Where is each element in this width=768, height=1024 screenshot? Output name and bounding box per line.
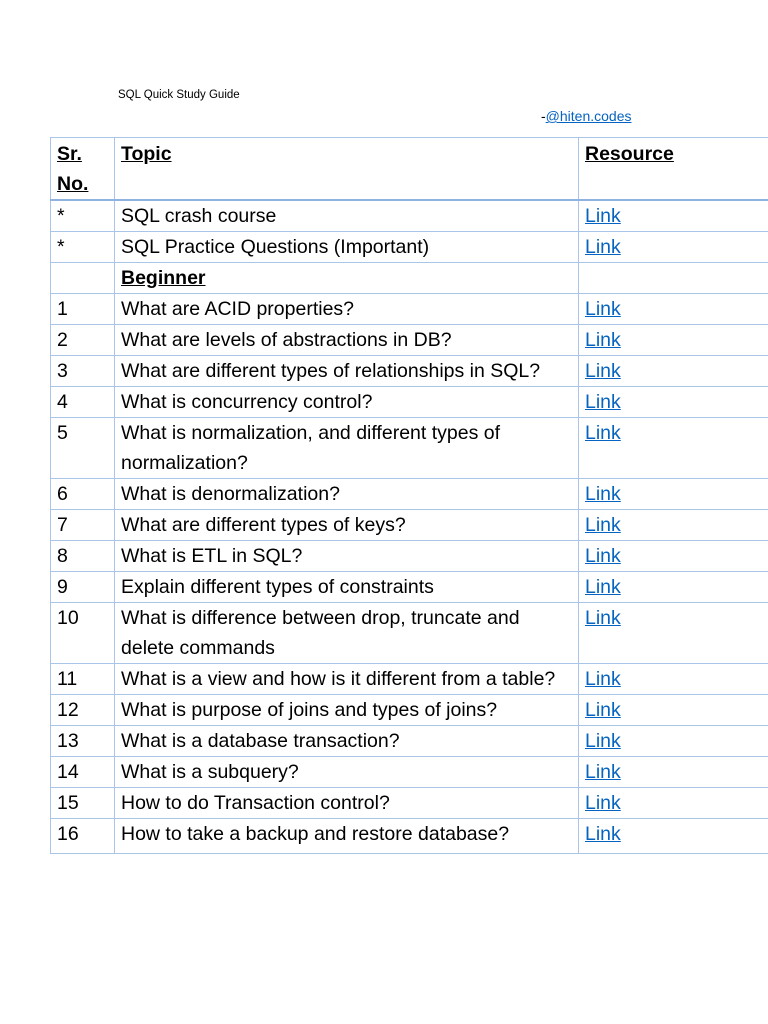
row-resource (579, 387, 768, 418)
row-number: 2 (51, 325, 115, 356)
table-row (51, 387, 768, 418)
row-number: 16 (51, 819, 115, 854)
section-label: Beginner (121, 267, 206, 289)
row-topic: What is denormalization? (115, 479, 579, 510)
row-topic: What is purpose of joins and types of joins? (115, 695, 579, 726)
header-number-label: Sr. No. (57, 143, 89, 195)
header-number (51, 138, 115, 201)
row-resource (579, 819, 768, 854)
table-row (51, 294, 768, 325)
section-resource-cell (579, 263, 768, 294)
table-body (51, 200, 768, 854)
row-topic: What is ETL in SQL? (115, 541, 579, 572)
row-topic: What is normalization, and different types of normalization? (115, 418, 579, 479)
resource-link[interactable]: Link (585, 391, 621, 413)
table-row (51, 664, 768, 695)
resource-link[interactable]: Link (585, 545, 621, 567)
row-resource (579, 232, 768, 263)
row-topic: What are different types of keys? (115, 510, 579, 541)
row-number: 1 (51, 294, 115, 325)
author-handle-link[interactable]: @hiten.codes (545, 108, 632, 124)
resource-link[interactable]: Link (585, 792, 621, 814)
resource-link[interactable]: Link (585, 607, 621, 629)
row-number: 12 (51, 695, 115, 726)
header-topic (115, 138, 579, 201)
resource-link[interactable]: Link (585, 730, 621, 752)
table-row (51, 541, 768, 572)
table-row (51, 479, 768, 510)
resource-link[interactable]: Link (585, 360, 621, 382)
row-resource (579, 325, 768, 356)
row-number: * (51, 200, 115, 232)
section-label-cell (115, 263, 579, 294)
row-resource (579, 510, 768, 541)
row-topic: SQL crash course (115, 200, 579, 232)
row-number: 7 (51, 510, 115, 541)
row-resource (579, 572, 768, 603)
row-topic: What are different types of relationships in SQL? (115, 356, 579, 387)
row-resource (579, 200, 768, 232)
row-topic: What are levels of abstractions in DB? (115, 325, 579, 356)
resource-link[interactable]: Link (585, 298, 621, 320)
header-resource-label: Resource (585, 143, 674, 165)
resource-link[interactable]: Link (585, 761, 621, 783)
row-topic: What is a subquery? (115, 757, 579, 788)
row-number: 9 (51, 572, 115, 603)
row-resource (579, 726, 768, 757)
row-number: 15 (51, 788, 115, 819)
row-number: 8 (51, 541, 115, 572)
row-resource (579, 541, 768, 572)
header-resource (579, 138, 768, 201)
row-topic: What is concurrency control? (115, 387, 579, 418)
resource-link[interactable]: Link (585, 668, 621, 690)
table-row (51, 232, 768, 263)
table-row (51, 819, 768, 854)
resource-link[interactable]: Link (585, 329, 621, 351)
table-row (51, 726, 768, 757)
row-resource (579, 788, 768, 819)
row-resource (579, 664, 768, 695)
table-row (51, 757, 768, 788)
table-row (51, 695, 768, 726)
row-number: 5 (51, 418, 115, 479)
resource-link[interactable]: Link (585, 205, 621, 227)
row-number: 14 (51, 757, 115, 788)
document-title: SQL Quick Study Guide (118, 89, 240, 101)
row-number: 6 (51, 479, 115, 510)
row-topic: How to do Transaction control? (115, 788, 579, 819)
resource-link[interactable]: Link (585, 422, 621, 444)
row-topic: What is difference between drop, truncate and delete commands (115, 603, 579, 664)
row-number: 13 (51, 726, 115, 757)
row-resource (579, 695, 768, 726)
row-topic: What is a database transaction? (115, 726, 579, 757)
header-topic-label: Topic (121, 143, 172, 165)
row-topic: What is a view and how is it different from a table? (115, 664, 579, 695)
row-resource (579, 356, 768, 387)
section-row (51, 263, 768, 294)
row-resource (579, 294, 768, 325)
table-row (51, 418, 768, 479)
table-row (51, 572, 768, 603)
author-credit (541, 107, 632, 125)
resource-link[interactable]: Link (585, 699, 621, 721)
author-prefix: - (541, 108, 546, 124)
row-resource (579, 479, 768, 510)
resource-link[interactable]: Link (585, 823, 621, 845)
table-row (51, 603, 768, 664)
table-row (51, 510, 768, 541)
table-row (51, 356, 768, 387)
row-resource (579, 603, 768, 664)
row-topic: Explain different types of constraints (115, 572, 579, 603)
resource-link[interactable]: Link (585, 236, 621, 258)
table-row (51, 325, 768, 356)
row-resource (579, 757, 768, 788)
row-resource (579, 418, 768, 479)
row-number: 4 (51, 387, 115, 418)
section-number-cell (51, 263, 115, 294)
table-row (51, 788, 768, 819)
resource-link[interactable]: Link (585, 514, 621, 536)
row-number: 10 (51, 603, 115, 664)
row-topic: What are ACID properties? (115, 294, 579, 325)
resource-link[interactable]: Link (585, 576, 621, 598)
row-number: 3 (51, 356, 115, 387)
row-topic: How to take a backup and restore database? (115, 819, 579, 854)
resource-link[interactable]: Link (585, 483, 621, 505)
row-number: * (51, 232, 115, 263)
row-number: 11 (51, 664, 115, 695)
study-guide-table (50, 137, 768, 854)
row-topic: SQL Practice Questions (Important) (115, 232, 579, 263)
table-header-row (51, 138, 768, 201)
table-row (51, 200, 768, 232)
